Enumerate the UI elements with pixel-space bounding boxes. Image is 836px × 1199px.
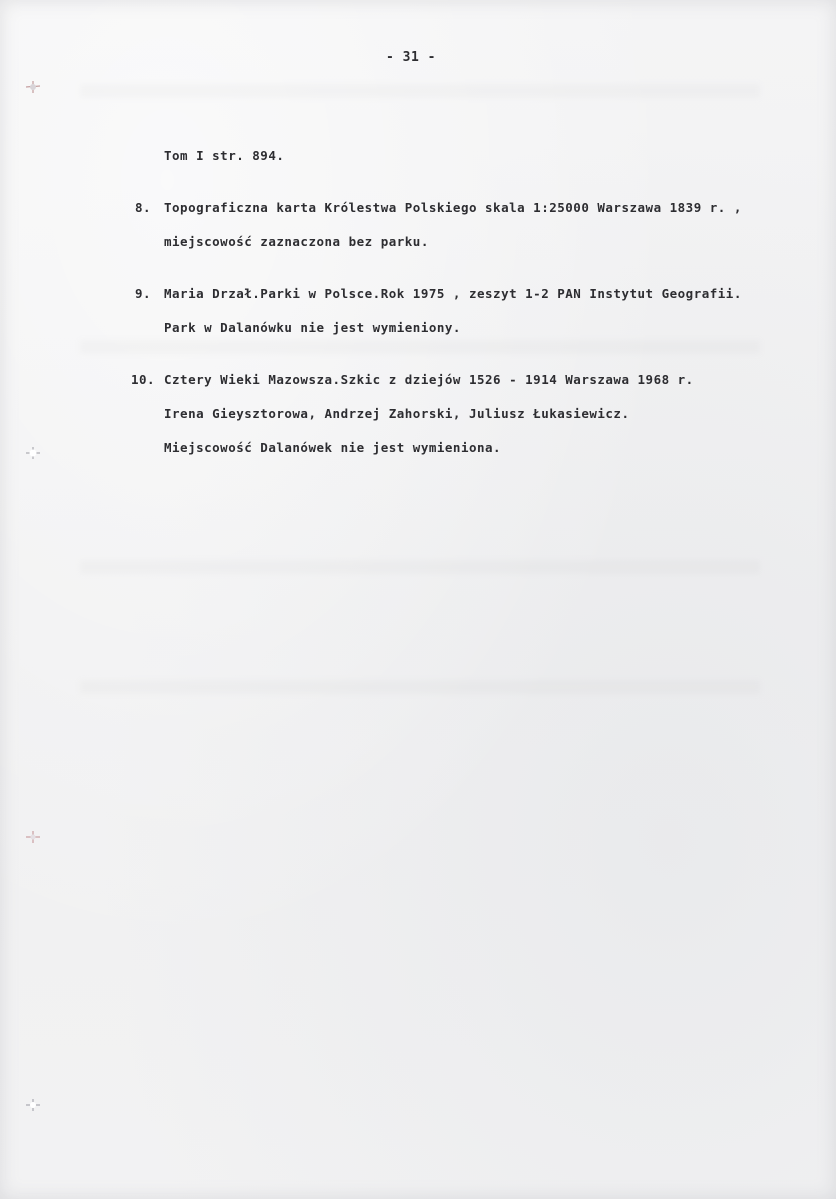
punch-hole-mark — [24, 1096, 42, 1114]
continuation-line: Tom I str. 894. — [164, 148, 285, 163]
bleed-through — [80, 84, 760, 98]
entry-line: miejscowość zaznaczona bez parku. — [164, 234, 429, 249]
entry-line: Miejscowość Dalanówek nie jest wymieniona. — [164, 440, 502, 455]
punch-hole-mark — [24, 828, 42, 846]
entry-line: Park w Dalanówku nie jest wymieniony. — [164, 320, 461, 335]
page-number: - 31 - — [386, 50, 436, 65]
entry-number: 9. — [135, 286, 152, 301]
entry-line: Cztery Wieki Mazowsza.Szkic z dziejów 1526 - 1914 Warszawa 1968 r. — [164, 372, 694, 387]
bleed-through — [80, 560, 760, 574]
entry-line: Irena Gieysztorowa, Andrzej Zahorski, Juliusz Łukasiewicz. — [164, 406, 630, 421]
bleed-through — [80, 680, 760, 694]
bleed-through — [80, 340, 760, 354]
entry-number: 8. — [135, 200, 152, 215]
punch-hole-mark — [24, 444, 42, 462]
entry-number: 10. — [131, 372, 156, 387]
entry-line: Topograficzna karta Królestwa Polskiego skala 1:25000 Warszawa 1839 r. , — [164, 200, 742, 215]
punch-hole-mark — [24, 78, 42, 96]
entry-line: Maria Drzał.Parki w Polsce.Rok 1975 , zeszyt 1-2 PAN Instytut Geografii. — [164, 286, 742, 301]
